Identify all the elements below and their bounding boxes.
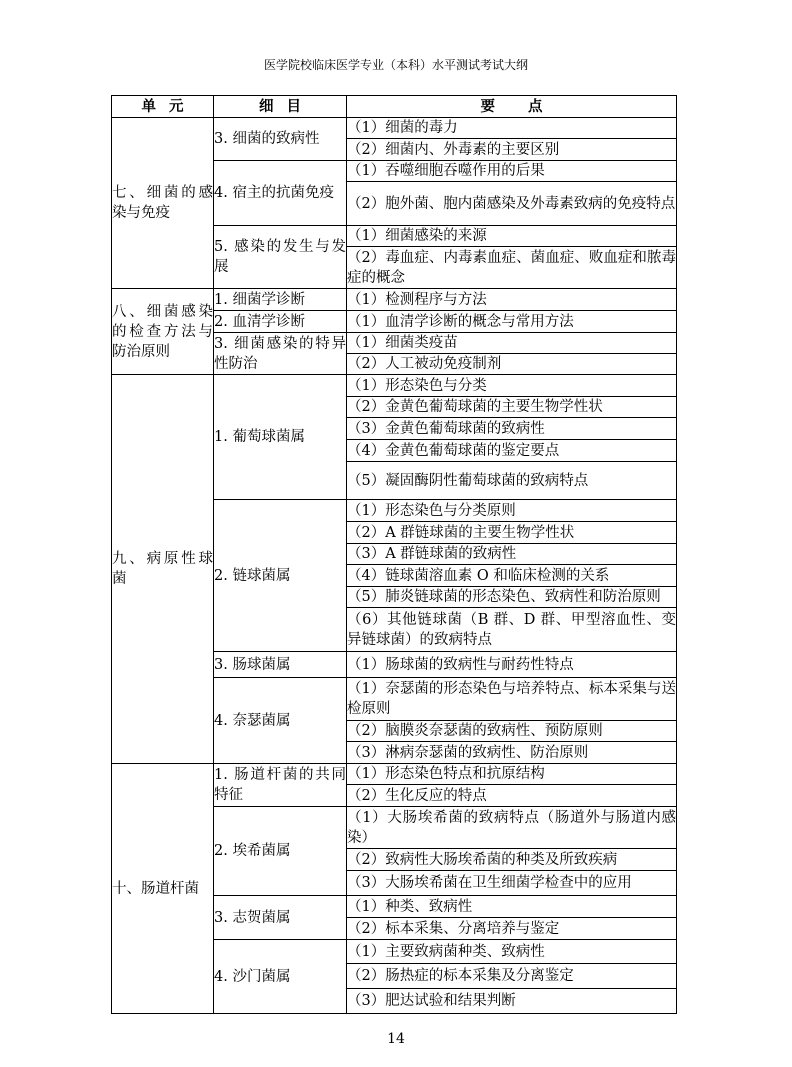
point-cell: （2）人工被动免疫制剂 bbox=[347, 354, 677, 375]
page-header-title: 医学院校临床医学专业（本科）水平测试考试大纲 bbox=[263, 58, 528, 72]
point-cell: （1）形态染色特点和抗原结构 bbox=[347, 764, 677, 785]
item-cell: 2. 血清学诊断 bbox=[214, 311, 347, 333]
point-cell: （2）细菌内、外毒素的主要区别 bbox=[347, 139, 677, 161]
item-cell: 1. 肠道杆菌的共同特征 bbox=[214, 764, 347, 807]
point-cell: （1）细菌感染的来源 bbox=[347, 226, 677, 247]
item-cell: 4. 宿主的抗菌免疫 bbox=[214, 161, 347, 226]
point-cell: （1）主要致病菌种类、致病性 bbox=[347, 940, 677, 964]
point-cell: （2）毒血症、内毒素血症、菌血症、败血症和脓毒症的概念 bbox=[347, 247, 677, 289]
point-cell: （1）细菌类疫苗 bbox=[347, 333, 677, 354]
point-cell: （4）金黄色葡萄球菌的鉴定要点 bbox=[347, 440, 677, 462]
point-cell: （2）A 群链球菌的主要生物学性状 bbox=[347, 522, 677, 544]
unit-cell: 八、细菌感染的检查方法与防治原则 bbox=[112, 289, 214, 375]
point-cell: （1）形态染色与分类 bbox=[347, 375, 677, 397]
column-header-unit: 单 元 bbox=[112, 96, 214, 118]
outline-table bbox=[111, 95, 677, 1014]
unit-cell: 九、病原性球菌 bbox=[112, 375, 214, 764]
column-header-point: 要 点 bbox=[347, 96, 677, 118]
point-cell: （3）大肠埃希菌在卫生细菌学检查中的应用 bbox=[347, 871, 677, 896]
table-row bbox=[112, 764, 677, 785]
unit-cell: 十、肠道杆菌 bbox=[112, 764, 214, 1014]
point-cell: （4）链球菌溶血素 O 和临床检测的关系 bbox=[347, 565, 677, 587]
point-cell: （2）致病性大肠埃希菌的种类及所致疾病 bbox=[347, 849, 677, 871]
item-cell: 1. 葡萄球菌属 bbox=[214, 375, 347, 500]
point-cell: （2）金黄色葡萄球菌的主要生物学性状 bbox=[347, 397, 677, 418]
point-cell: （6）其他链球菌（B 群、D 群、甲型溶血性、变异链球菌）的致病特点 bbox=[347, 608, 677, 652]
item-cell: 3. 细菌感染的特异性防治 bbox=[214, 333, 347, 375]
item-cell: 5. 感染的发生与发展 bbox=[214, 226, 347, 289]
column-header-item: 细 目 bbox=[214, 96, 347, 118]
point-cell: （3）淋病奈瑟菌的致病性、防治原则 bbox=[347, 742, 677, 764]
page-number: 14 bbox=[387, 1031, 405, 1047]
point-cell: （1）肠球菌的致病性与耐药性特点 bbox=[347, 652, 677, 678]
point-cell: （3）A 群链球菌的致病性 bbox=[347, 544, 677, 565]
item-cell: 2. 埃希菌属 bbox=[214, 807, 347, 896]
point-cell: （2）肠热症的标本采集及分离鉴定 bbox=[347, 964, 677, 989]
item-cell: 4. 沙门菌属 bbox=[214, 940, 347, 1014]
item-cell: 3. 肠球菌属 bbox=[214, 652, 347, 678]
point-cell: （5）凝固酶阴性葡萄球菌的致病特点 bbox=[347, 462, 677, 500]
table-row bbox=[112, 289, 677, 311]
point-cell: （2）脑膜炎奈瑟菌的致病性、预防原则 bbox=[347, 721, 677, 742]
point-cell: （5）肺炎链球菌的形态染色、致病性和防治原则 bbox=[347, 587, 677, 608]
table-header-row bbox=[112, 96, 677, 118]
point-cell: （1）细菌的毒力 bbox=[347, 118, 677, 139]
item-cell: 4. 奈瑟菌属 bbox=[214, 678, 347, 764]
point-cell: （1）大肠埃希菌的致病特点（肠道外与肠道内感染） bbox=[347, 807, 677, 849]
item-cell: 3. 细菌的致病性 bbox=[214, 118, 347, 161]
item-cell: 1. 细菌学诊断 bbox=[214, 289, 347, 311]
point-cell: （1）形态染色与分类原则 bbox=[347, 500, 677, 522]
point-cell: （1）奈瑟菌的形态染色与培养特点、标本采集与送检原则 bbox=[347, 678, 677, 721]
point-cell: （2）胞外菌、胞内菌感染及外毒素致病的免疫特点 bbox=[347, 182, 677, 226]
unit-cell: 七、细菌的感染与免疫 bbox=[112, 118, 214, 289]
point-cell: （2）生化反应的特点 bbox=[347, 785, 677, 807]
point-cell: （1）检测程序与方法 bbox=[347, 289, 677, 311]
point-cell: （3）金黄色葡萄球菌的致病性 bbox=[347, 418, 677, 440]
table-row bbox=[112, 118, 677, 139]
item-cell: 3. 志贺菌属 bbox=[214, 896, 347, 940]
point-cell: （1）吞噬细胞吞噬作用的后果 bbox=[347, 161, 677, 182]
table-row bbox=[112, 375, 677, 397]
point-cell: （2）标本采集、分离培养与鉴定 bbox=[347, 918, 677, 940]
point-cell: （3）肥达试验和结果判断 bbox=[347, 989, 677, 1014]
point-cell: （1）种类、致病性 bbox=[347, 896, 677, 918]
point-cell: （1）血清学诊断的概念与常用方法 bbox=[347, 311, 677, 333]
item-cell: 2. 链球菌属 bbox=[214, 500, 347, 652]
